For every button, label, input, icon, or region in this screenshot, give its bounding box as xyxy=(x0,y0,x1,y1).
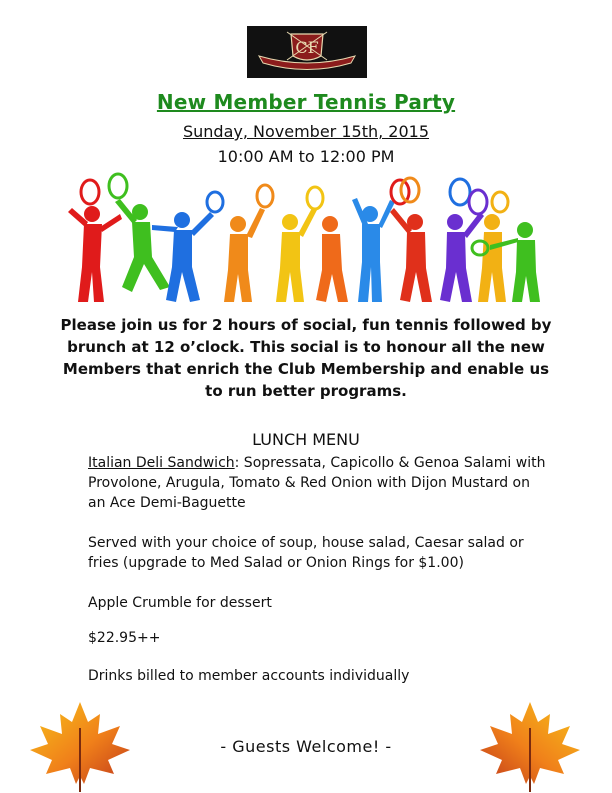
svg-text:CF: CF xyxy=(295,38,319,57)
menu-item-sandwich xyxy=(88,453,548,513)
player-blue-2 xyxy=(352,198,395,302)
maple-leaf-icon xyxy=(478,698,583,793)
player-red xyxy=(68,206,122,302)
menu-item-dessert: Apple Crumble for dessert xyxy=(88,595,272,611)
player-purple xyxy=(440,212,484,302)
sandwich-name: Italian Deli Sandwich xyxy=(88,455,235,471)
menu-drinks-note: Drinks billed to member accounts individually xyxy=(88,668,410,684)
player-yellow-2 xyxy=(478,214,506,302)
maple-leaf-icon xyxy=(28,698,133,793)
menu-heading: LUNCH MENU xyxy=(252,430,360,449)
event-time: 10:00 AM to 12:00 PM xyxy=(217,147,395,166)
menu-item-sides: Served with your choice of soup, house salad, Caesar salad or fries (upgrade to Med Salad or Onion Rings for $1.00) xyxy=(88,535,524,571)
guests-welcome: - Guests Welcome! - xyxy=(220,737,392,756)
player-red-2 xyxy=(390,208,432,302)
menu-price: $22.95++ xyxy=(88,630,161,646)
player-orange xyxy=(224,208,265,302)
tennis-players-illustration xyxy=(60,172,550,307)
event-title: New Member Tennis Party xyxy=(156,90,456,114)
player-orange-2 xyxy=(316,216,348,302)
player-green xyxy=(115,199,170,292)
club-crest-logo xyxy=(247,26,367,78)
event-date: Sunday, November 15th, 2015 xyxy=(182,122,430,141)
invitation-text: Please join us for 2 hours of social, fun tennis followed by brunch at 12 o’clock. This social is to honour all the new Members that enrich the Club Membership and enable us to run better programs. xyxy=(60,316,552,400)
player-yellow xyxy=(276,208,317,302)
sandwich-description: : Sopressata, Capicollo & Genoa Salami with Provolone, Arugula, Tomato & Red Onion with Dijon Mustard on an Ace Demi-Baguette xyxy=(88,455,546,511)
